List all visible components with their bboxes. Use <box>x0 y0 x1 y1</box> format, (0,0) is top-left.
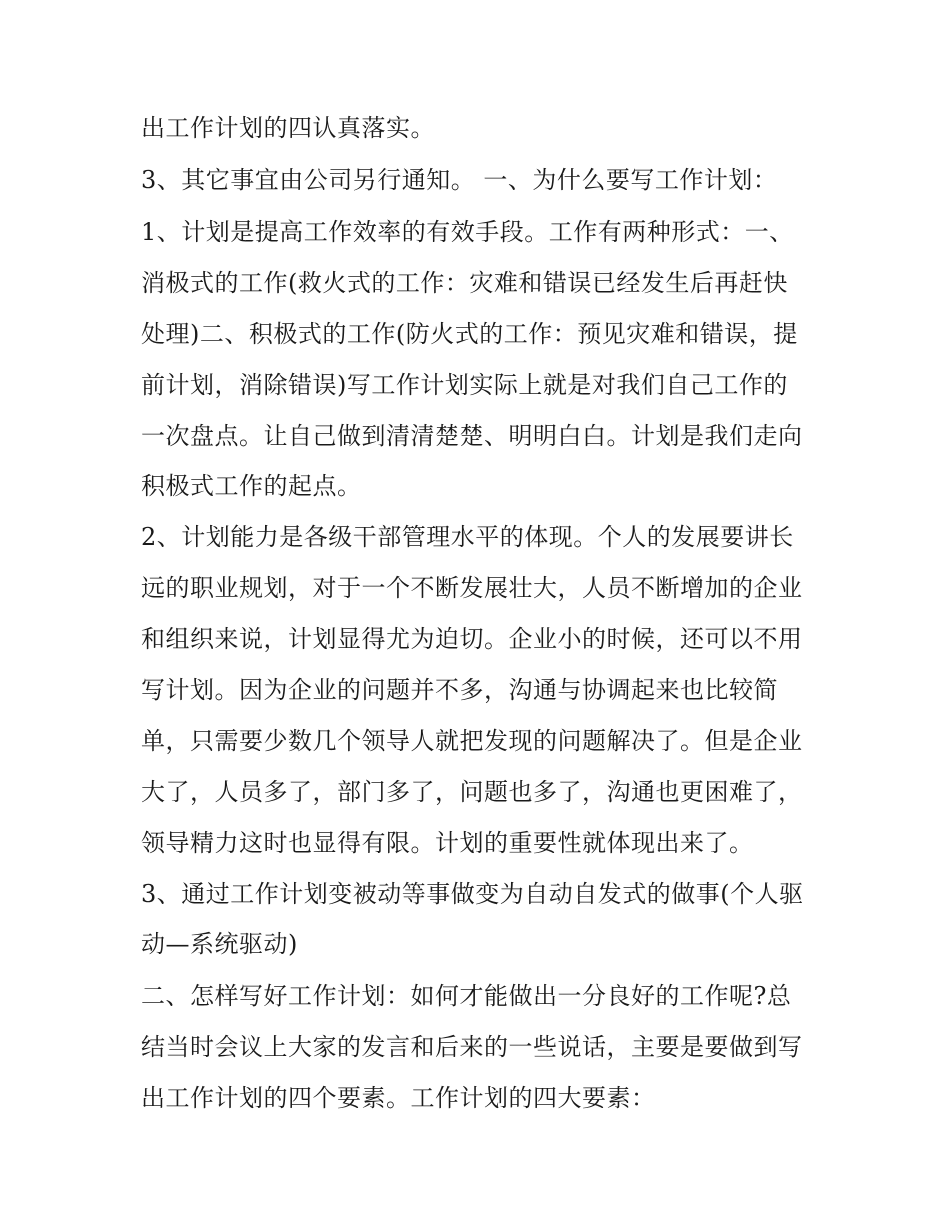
text-line: 积极式工作的起点。 <box>141 472 362 500</box>
text-line: 前计划，消除错误)写工作计划实际上就是对我们自己工作的 <box>141 371 788 399</box>
text-line: 3、通过工作计划变被动等事做变为自动自发式的做事(个人驱 <box>141 880 804 908</box>
text-line: 大了，人员多了，部门多了，问题也多了，沟通也更困难了， <box>141 778 803 806</box>
text-line: 写计划。因为企业的问题并不多，沟通与协调起来也比较简 <box>141 676 778 704</box>
text-line: 单，只需要少数几个领导人就把发现的问题解决了。但是企业 <box>141 727 803 755</box>
text-line: 出工作计划的四个要素。工作计划的四大要素： <box>141 1084 656 1112</box>
text-line: 结当时会议上大家的发言和后来的一些说话，主要是要做到写 <box>141 1033 803 1061</box>
text-line: 2、计划能力是各级干部管理水平的体现。个人的发展要讲长 <box>141 523 794 551</box>
text-line: 和组织来说，计划显得尤为迫切。企业小的时候，还可以不用 <box>141 625 803 653</box>
text-line: 一次盘点。让自己做到清清楚楚、明明白白。计划是我们走向 <box>141 422 803 450</box>
text-line: 3、其它事宜由公司另行通知。 一、为什么要写工作计划： <box>141 166 778 194</box>
text-line: 消极式的工作(救火式的工作：灾难和错误已经发生后再赶快 <box>141 269 788 297</box>
text-line: 动—系统驱动) <box>141 930 298 958</box>
text-line: 二、怎样写好工作计划：如何才能做出一分良好的工作呢?总 <box>141 982 792 1010</box>
text-line: 远的职业规划，对于一个不断发展壮大，人员不断增加的企业 <box>141 574 803 602</box>
text-line: 领导精力这时也显得有限。计划的重要性就体现出来了。 <box>141 829 754 857</box>
text-line: 出工作计划的四认真落实。 <box>141 114 435 142</box>
text-line: 处理)二、积极式的工作(防火式的工作：预见灾难和错误，提 <box>141 320 798 348</box>
text-line: 1、计划是提高工作效率的有效手段。工作有两种形式：一、 <box>141 218 794 246</box>
